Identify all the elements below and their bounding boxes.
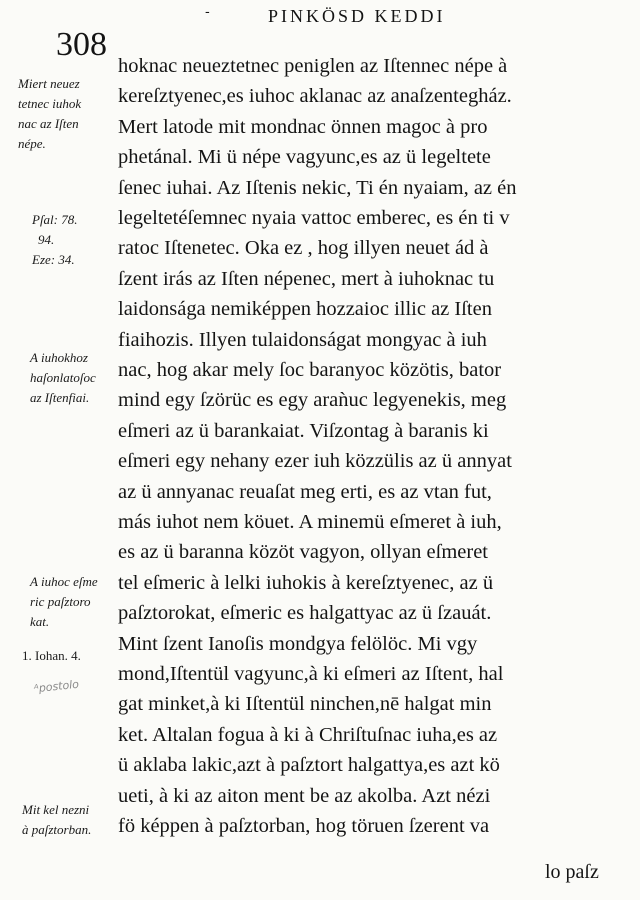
margin-note-line: ric paſztoro: [30, 594, 91, 609]
margin-note-line: tetnec iuhok: [18, 96, 82, 111]
text-line: hoknac neueztetnec peniglen az Iſtennec népe à: [118, 55, 508, 77]
margin-note-line: Pſal: 78.: [32, 212, 78, 227]
text-line: fiaihozis. Illyen tulaidonságat mongyac à iuh: [118, 328, 487, 351]
text-line: más iuhot nem köuet. A minemü eſmeret à iuh,: [118, 511, 502, 533]
text-line: laidonsága nemiképpen hozzaioc illic az Iſten: [118, 298, 492, 321]
page-number: 308: [56, 26, 107, 63]
text-line: ket. Altalan fogua à ki à Chriſtuſnac iuha,es az: [118, 723, 498, 746]
margin-note-line: Eze: 34.: [32, 252, 75, 267]
text-line: eſmeri az ü barankaiat. Viſzontag à baranis ki: [118, 419, 489, 442]
text-line: ratoc Iſtenetec. Oka ez , hog illyen neuet ád à: [118, 237, 489, 260]
margin-note-line: A iuhokhoz: [30, 350, 88, 365]
text-line: fö képpen à paſztorban, hog töruen ſzerent va: [118, 815, 490, 837]
text-line: paſztorokat, eſmeric es halgattyac az ü ſzauát.: [118, 602, 492, 625]
text-line: legeltetéſemnec nyaia vattoc emberec, es én ti v: [118, 207, 510, 229]
text-line: kereſztyenec,es iuhoc aklanac az anaſzentegház.: [118, 85, 512, 108]
text-line: ueti, à ki az aiton ment be az akolba. Azt nézi: [118, 784, 491, 807]
text-line: ſzent irás az Iſten népenec, mert à iuhoknac tu: [118, 267, 495, 290]
margin-note-pastor: [22, 800, 91, 840]
margin-note-john: [22, 646, 81, 666]
margin-note-line: népe.: [18, 136, 46, 151]
margin-note-line: 1. Iohan. 4.: [22, 648, 81, 663]
text-line: eſmeri egy nehany ezer iuh közzülis az ü annyat: [118, 450, 512, 473]
margin-note-likeness: [30, 348, 96, 408]
text-line: mond,Iſtentül vagyunc,à ki eſmeri az Iſtent, hal: [118, 663, 504, 685]
margin-note-why-sheep: [18, 74, 81, 154]
margin-note-line: 94.: [38, 232, 55, 247]
margin-note-line: Mit kel nezni: [22, 802, 90, 817]
margin-note-line: haſonlatoſoc: [30, 370, 96, 385]
margin-note-line: Miert neuez: [18, 76, 80, 91]
text-line: Mint ſzent Ianoſis mondgya felölöc. Mi vgy: [118, 632, 478, 655]
margin-note-line: à paſztorban.: [22, 822, 92, 837]
margin-note-line: kat.: [30, 614, 50, 629]
text-line: phetánal. Mi ü népe vagyunc,es az ü legeltete: [118, 146, 491, 169]
text-line: tel eſmeric à lelki iuhokis à kereſztyenec, az ü: [118, 571, 494, 594]
margin-note-line: nac az Iſten: [18, 116, 79, 131]
margin-note-references: [32, 210, 78, 270]
header-mark: -: [205, 4, 210, 20]
text-line: az ü annyanac reuaſat meg erti, es az vtan fut,: [118, 480, 492, 503]
pencil-annotation: ᴬpostolo: [33, 677, 80, 696]
text-line: ſenec iuhai. Az Iſtenis nekic, Ti én nyaiam, az én: [118, 176, 517, 199]
running-title: PINKÖSD KEDDI: [268, 6, 446, 26]
text-line: es az ü baranna közöt vagyon, ollyan eſmeret: [118, 541, 488, 564]
margin-note-line: az Iſtenfiai.: [30, 390, 90, 405]
margin-note-line: A iuhoc eſme: [30, 574, 98, 589]
catchword: lo paſz: [545, 861, 599, 883]
text-line: ü aklaba lakic,azt à paſztort halgattya,es azt kö: [118, 754, 500, 777]
text-line: mind egy ſzörüc es egy araǹuc legyenekis, meg: [118, 389, 507, 412]
text-line: Mert latode mit mondnac önnen magoc à pro: [118, 115, 488, 138]
text-line: gat minket,à ki Iſtentül ninchen,nē halgat min: [118, 693, 492, 716]
text-line: nac, hog akar mely ſoc baranyoc közötis, bator: [118, 359, 502, 381]
margin-note-shepherds: [30, 572, 98, 632]
